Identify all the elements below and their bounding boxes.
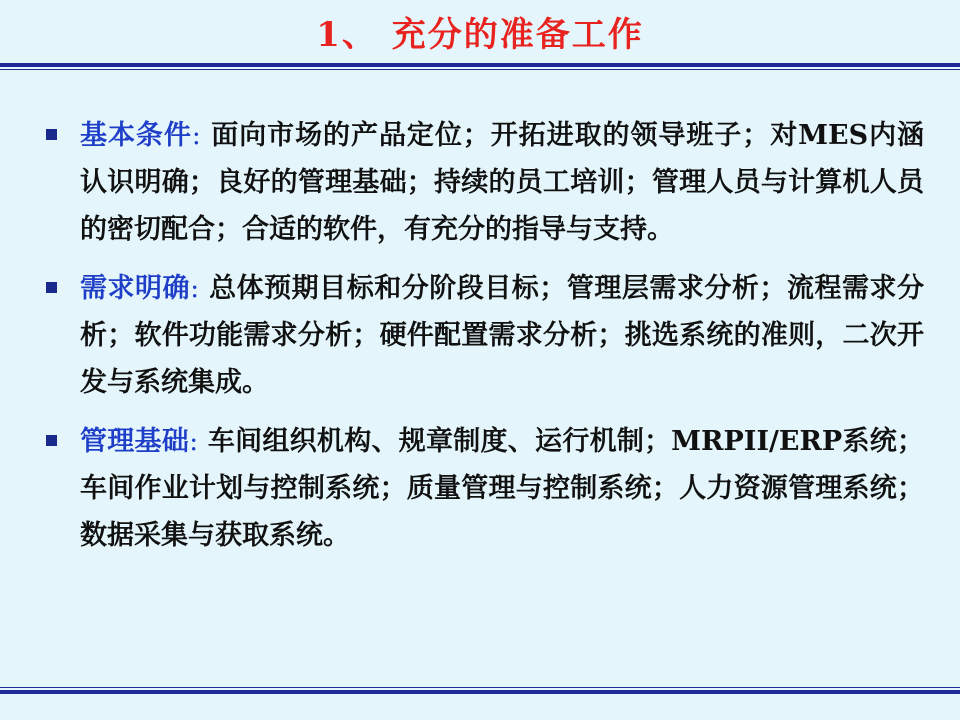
- square-bullet-icon: [46, 435, 57, 446]
- bullet-item-clear-requirements: [44, 265, 924, 406]
- bullet-item-basic-conditions: [44, 112, 924, 253]
- bullet-term: 基本条件: [80, 120, 192, 151]
- footer-divider-thin: [0, 687, 960, 688]
- title-divider-thick: [0, 63, 960, 67]
- bullet-term: 需求明确: [80, 273, 191, 304]
- bullet-text: 总体预期目标和分阶段目标；管理层需求分析；流程需求分析；软件功能需求分析；硬件配置需求分析；挑选系统的准则，二次开发与系统集成。: [80, 273, 925, 398]
- footer-divider-thick: [0, 690, 960, 694]
- square-bullet-icon: [46, 129, 57, 140]
- bullet-item-management-foundation: [44, 418, 924, 559]
- square-bullet-icon: [46, 282, 57, 293]
- bullet-text: 车间组织机构、规章制度、运行机制；MRPII/ERP系统；车间作业计划与控制系统；质量管理与控制系统；人力资源管理系统；数据采集与获取系统。: [80, 426, 925, 551]
- bullet-list: [44, 112, 924, 571]
- bullet-colon: :: [191, 120, 201, 151]
- title-divider-thin: [0, 69, 960, 70]
- slide-title: 1、 充分的准备工作: [316, 15, 644, 55]
- bullet-colon: :: [190, 273, 200, 304]
- bullet-colon: :: [189, 426, 199, 457]
- bullet-term: 管理基础: [80, 426, 190, 457]
- bullet-text: 面向市场的产品定位；开拓进取的领导班子；对MES内涵认识明确；良好的管理基础；持续的员工培训；管理人员与计算机人员的密切配合；合适的软件，有充分的指导与支持。: [80, 120, 925, 245]
